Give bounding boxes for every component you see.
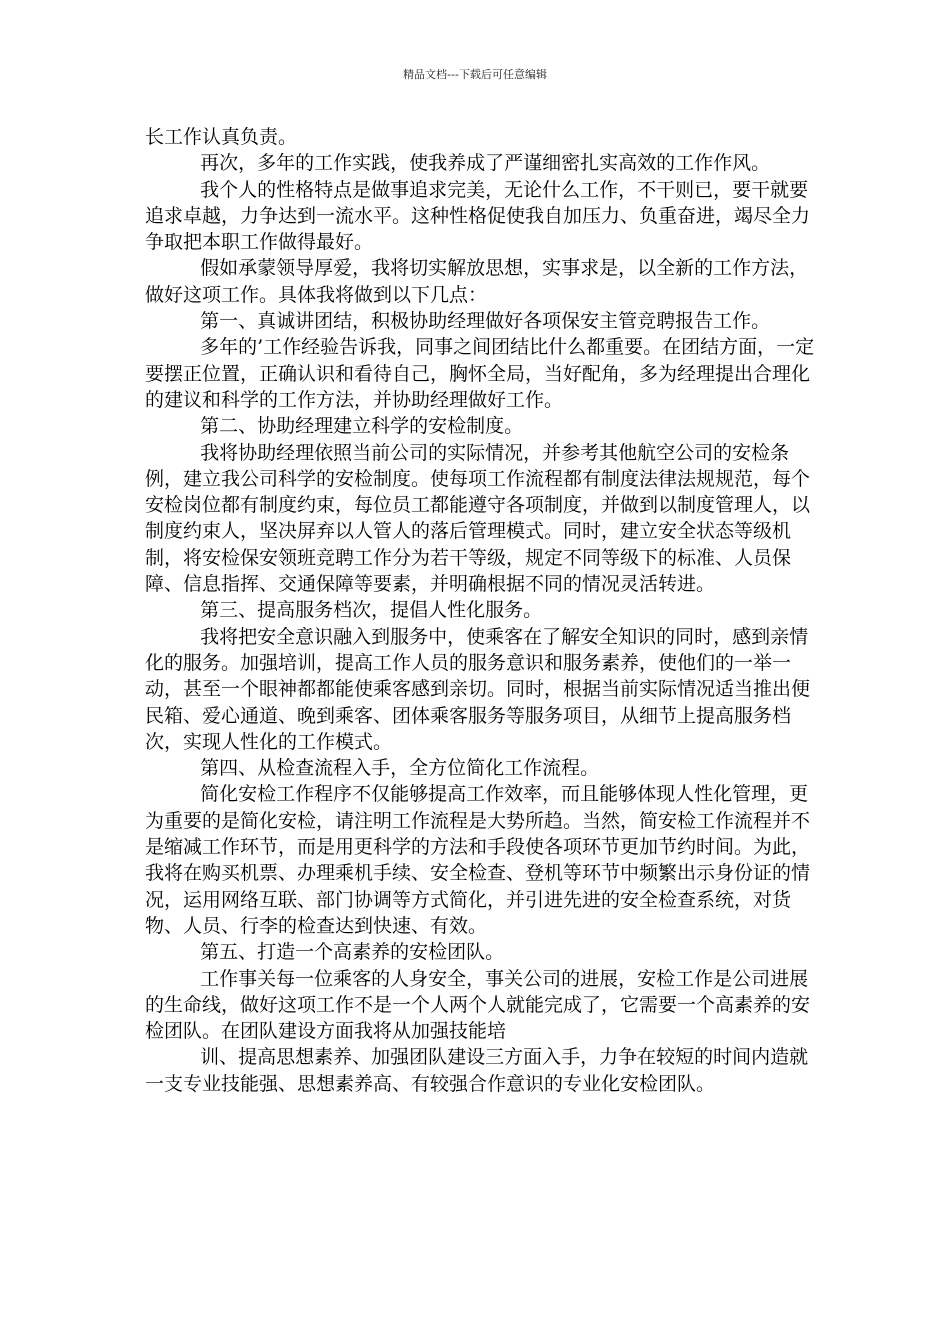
paragraph: 假如承蒙领导厚爱，我将切实解放思想，实事求是，以全新的工作方法，做好这项工作。具体我将做到以下几点： bbox=[145, 257, 809, 306]
page-header: 精品文档---下载后可任意编辑 bbox=[403, 68, 547, 81]
section-heading: 第一、真诚讲团结，积极协助经理做好各项保安主管竞聘报告工作。 bbox=[200, 310, 771, 333]
section-heading: 第四、从检查流程入手，全方位简化工作流程。 bbox=[200, 757, 600, 780]
section-heading: 第二、协助经理建立科学的安检制度。 bbox=[200, 415, 524, 438]
document-body bbox=[145, 124, 820, 1097]
paragraph: 再次，多年的工作实践，使我养成了严谨细密扎实高效的工作作风。 bbox=[200, 152, 771, 175]
paragraph: 我将协助经理依照当前公司的实际情况，并参考其他航空公司的安检条例，建立我公司科学的安检制度。使每项工作流程都有制度法律法规规范，每个安检岗位都有制度约束，每位员工都能遵守各项制度，并做到以制度管理人，以制度约束人，坚决屏弃以人管人的落后管理模式。同时，建立安全状态等级机制，将安检保安领班竞聘工作分为若干等级，规定不同等级下的标准、人员保障、信息指挥、交通保障等要素，并明确根据不同的情况灵活转进。 bbox=[145, 441, 811, 596]
paragraph: 长工作认真负责。 bbox=[145, 126, 298, 148]
paragraph: 工作事关每一位乘客的人身安全，事关公司的进展，安检工作是公司进展的生命线，做好这项工作不是一个人两个人就能完成了，它需要一个高素养的安检团队。在团队建设方面我将从加强技能培 bbox=[145, 967, 811, 1043]
section-heading: 第三、提高服务档次，提倡人性化服务。 bbox=[200, 599, 543, 622]
paragraph: 我个人的性格特点是做事追求完美，无论什么工作，不干则已，要干就要追求卓越，力争达到一流水平。这种性格促使我自加压力、负重奋进，竭尽全力争取把本职工作做得最好。 bbox=[145, 178, 811, 254]
paragraph: 训、提高思想素养、加强团队建设三方面入手，力争在较短的时间内造就一支专业技能强、思想素养高、有较强合作意识的专业化安检团队。 bbox=[145, 1046, 809, 1095]
paragraph: 多年的’工作经验告诉我，同事之间团结比什么都重要。在团结方面，一定要摆正位置，正确认识和看待自己，胸怀全局，当好配角，多为经理提出合理化的建议和科学的工作方法，并协助经理做好工作。 bbox=[145, 336, 815, 411]
paragraph: 我将把安全意识融入到服务中，使乘客在了解安全知识的同时，感到亲情化的服务。加强培训，提高工作人员的服务意识和服务素养，使他们的一举一动，甚至一个眼神都都能使乘客感到亲切。同时，根据当前实际情况适当推出便民箱、爱心通道、晚到乘客、团体乘客服务等服务项目，从细节上提高服务档次，实现人性化的工作模式。 bbox=[145, 625, 811, 753]
paragraph: 简化安检工作程序不仅能够提高工作效率，而且能够体现人性化管理，更为重要的是简化安检，请注明工作流程是大势所趋。当然，简安检工作流程并不是缩减工作环节，而是用更科学的方法和手段使各项环节更加节约时间。为此，我将在购买机票、办理乘机手续、安全检查、登机等环节中频繁出示身份证的情况，运用网络互联、部门协调等方式简化，并引进先进的安全检查系统，对货物、人员、行李的检查达到快速、有效。 bbox=[145, 783, 811, 937]
section-heading: 第五、打造一个高素养的安检团队。 bbox=[200, 941, 505, 964]
